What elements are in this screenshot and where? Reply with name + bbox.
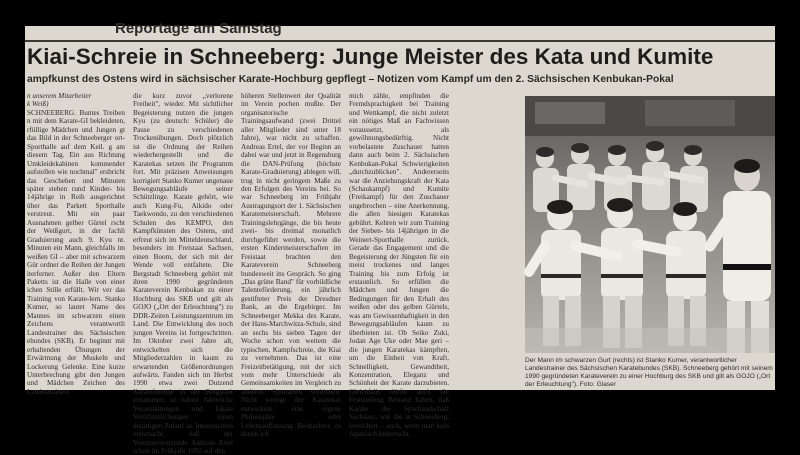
section-label: Reportage am Samstag xyxy=(115,20,282,37)
photo-caption: Der Mann im schwarzen Gurt (rechts) ist Stanko Kumer, verantwortlicher Landestrainer des Sächsischen Karatebundes (SKB). Schneeberg gehört mit seinem 1990 gegründeten Karateverein zu einer Hochburg des SKB und gilt als GOJO („Ort der Erleuchtung"). Foto: Glaser xyxy=(525,357,773,388)
section-rule xyxy=(25,40,775,42)
karate-training-photo xyxy=(525,96,775,353)
article-column-2 xyxy=(133,92,233,455)
newspaper-clipping xyxy=(25,20,775,455)
byline: n unserem Mitarbeiter xyxy=(27,92,92,100)
column-text: SCHNEEBERG. Buntes Treiben n mit dem Karate-GI bekleideten, rfüllige Mädchen und Jungen gt das Bild in der Schneeberger ort-Sporthalle auf dem Keil. g am diesem Tag. Ein aus Richtung Umkleidekabinen kommender aufstellen wie nochmal" ersbricht das Geschehen und Minuten später stehen rund Kinder- bis 14jährige in Reih ausgerichtet über das Parkett Sporthalle verstreut. Mit ein paar Ausnahmen gelber Gürtel rscht der Weißgurt, in der fachli Graduierung auch 9. Kyu nt. Minuten ein Mann, gleichfalls im weißen GI – aber mit schwarzem Gür ordnet die Reihen der Jungen iterferner. Außer den Eltern Paketts ist die Halle von einer ichen Stille erfüllt. Wir ver das Training von Karate-lern. Stanko Kumer, so lautet Name des Mannes im schwarzen einen Zeichens verantwortli Landestrainer des Sächsischen ebundes (SKB). Er beginnt mit erbaltenden Übungen der Erwärmung der Muskeln und Lockerung Gelenke. Eine kurze Unterbrechung gibt den Jungen und Mädchen Zeichen des Landestrainers xyxy=(27,108,125,396)
byline-name: k Weiß) xyxy=(27,100,49,109)
subheadline: ampfkunst des Ostens wird in sächsischer Karate-Hochburg gepflegt – Notizen vom Kampf um den 2. Sächsischen Kenbukan-Pokal xyxy=(27,74,674,85)
photo-illustration xyxy=(525,96,775,353)
article-column-3 xyxy=(241,92,341,439)
column-text: mich zähle, empfinden die Fremdsprachigkeit bei Training und Wettkampf, die nicht zuletzt ein nötiges Maß an Fachwissen voraussetzt, als gewöhnungsbedürftig. Nicht vorbelastete Zuschauer hatten dann auch beim 2. Sächsischen Kenbukan-Pokal Schwierigkeiten „durchzublicken". Andererseits war die Anziehungskraft der Kata (Schaukampf) und Kumite (Freikampf) für den Zuschauer ungebrochen – eine Anerkennung, die allen hiesigen Karatekas gebührt. Kehren wir zum Training der Sieben- bis 14jährigen in die Weinert-Sporthalle zurück. Gerade das Engagement und die Begeisterung der Jüngsten für ein meist trockenes und langes Training bis zum Erfolg ist erstaunlich. So erfüllen die Mädchen und Jungen die Bedingungen für den Erhalt des weißen oder des gelben Gürtels, was am Gewissenhaftigkeit in den Bewegungsabläufen kaum zu überbieten ist. Ob Seiko Zuki, Jodan Age Uke oder Mae geri – die jungen Karatekas kämpften, um die Einheit von Kraft, Schnelligkeit, Gewandtheit, Konzentration, Eleganz und Schönheit der Karate darzubieten. Gleichfalls dürfte auch die Feststellung Bestand haben, daß Karate die Sportlandschaft Sachsens, wie die in Schneeberg, bereichert – auch, wenn man kein Japanisch beherrscht. xyxy=(349,92,449,439)
column-text: höheren Stellenwert der Qualität im Verein pochen mußte. Der organisatorische Trainingsaufwand (zwei Drittel aller Mitglieder sind unter 18 Jahre), war nicht zu schaffen. Andreas Ertel, der vor Beginn an dabei war und jetzt in Regensburg die DAN-Prüfung (höchste Karate-Graduierung) ablegen will, trug in nicht geringem Maße zu den Erfolgen des Vereins bei. So war Schneeberg im Frühjahr Austragungsort der 1. Sächsischen Karatemeisterschaft. Mehrere Trainingslehrgänge, die bis heute zwei- bis dreimal monatlich durchgeführt werden, sowie die ersten Kindermeisterschaften im Freistaat brachten den Karateverein Schneeberg bundesweit ins Gespräch. So ging „Das grüne Band" für vorbildliche Talenteförderung, ein jährlich gestifteter Preis der Dresdner Bank, an die Ergebirger. Im Schneeberger Mekka des Karate, der Hans-Marchwitza-Schule, sind an sechs bis sieben Tagen der Woche schon von weitem die typischen, Kampfschreie, die Kiai zu vernehmen. Das ist eine Freizeitbetätigung, mit der sich vom mehr Unterschiede als Gemeinsamkeiten im Vergleich zu anderen Sportarten verbinden. Nicht wenige der Karatekas entwickeln eine eigene Philosophie oder Lebensauffassung. Beobachter, zu denen ich xyxy=(241,92,341,439)
column-text: die kurz zuvor „verlorene Freiheit", wieder. Mit sichtlicher Begeisterung nutzen die jungen Kyu (zu deutsch: Schüler) die Pause zu verschiedenen Trockenübungen. Doch plötzlich ist die Ordnung der Reihen wiederhergestellt und die Karatekas setzen ihr Programm fort. Mit präzisen Anweisungen korrigiert Stanko Kumer ungenaue Bewegungsabläufe seiner Schützlinge. Karate gehört, wie auch Kung-Fu, Aikido oder Taekwondo, zu den verschiedenen Schulen des KEMPO, den Kampfkünsten des Ostens, und erfreut sich im Mitteldeutschland, besonders im Freistaat Sachsen, einen Boom, der sich mit der Wende voll entfaltete. Die Bergstadt Schneeberg gehört mit ihren 1990 gegründeten Karateverein Kenbukan zu einer Hochburg des SKB und gilt als GOJO („Ort der Erleuchtung") zu DDR-Zeiten Leistungszentrum im Land. Die Entwicklung des noch jungen Vereins ist fortgeschritten. Im Oktober zwei Jahre alt, entwickelten sich die Mitgliederzahlen in kaum zu erwartenden Größenordnungen aufwärts. Fanden sich im Herbst 1990 etwa zwei Dutzend Karatefreunde in der Bergstadt zusammen, so hatten zahlreiche Veranstaltungen und lokale Veröffentlichungen einen derartigen Zulauf an Interessenten verursacht, daß der Vereinsvorsitzende Andreas Ertel schon im Frühjahr 1992 auf den xyxy=(133,92,233,455)
article-column-1 xyxy=(27,92,125,396)
article-column-4 xyxy=(349,92,449,439)
headline: Kiai-Schreie in Schneeberg: Junge Meister des Kata und Kumite xyxy=(27,44,714,69)
